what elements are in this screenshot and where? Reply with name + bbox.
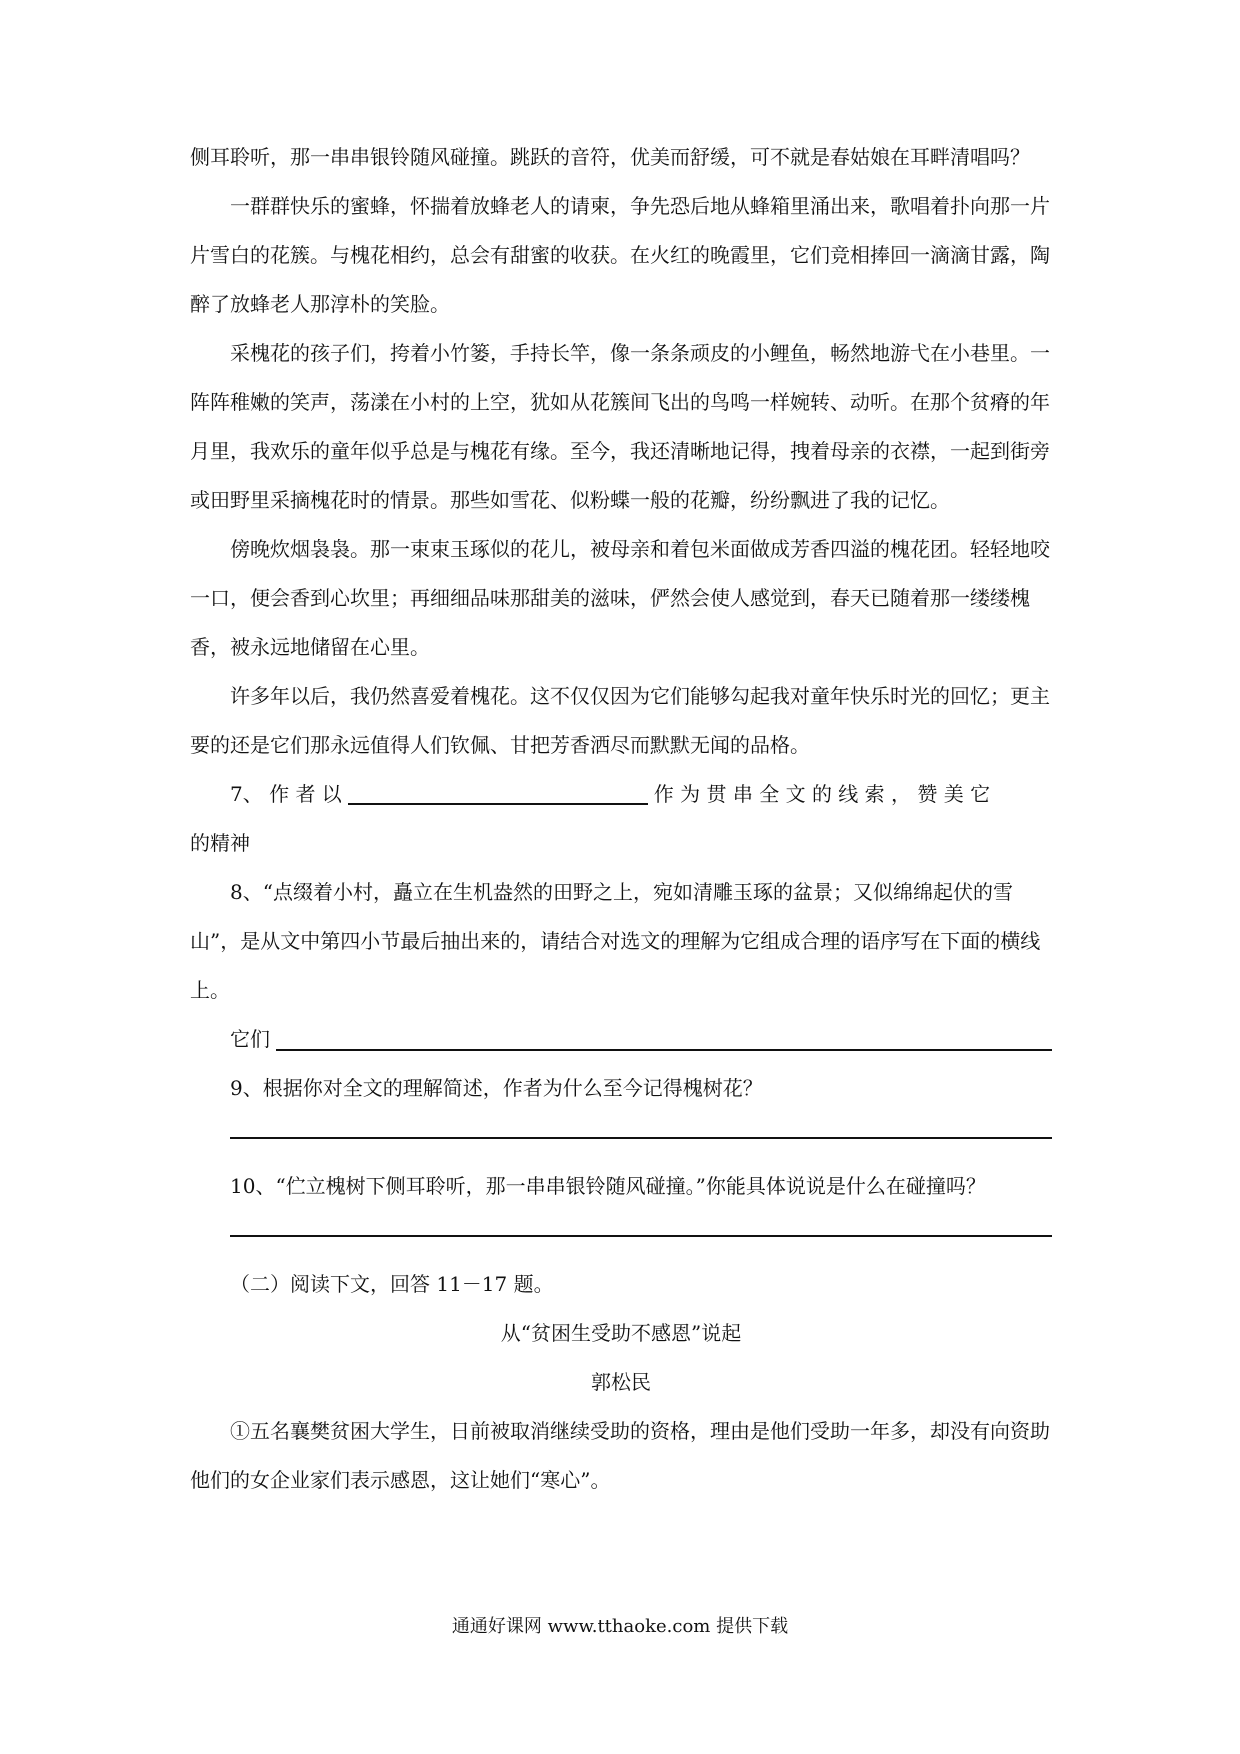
question-9-answer-row — [190, 1113, 1052, 1162]
question-10-answer-line[interactable] — [230, 1235, 1052, 1237]
question-9: 9、根据你对全文的理解简述，作者为什么至今记得槐树花？ — [230, 1076, 763, 1100]
paragraph-1: 侧耳聆听，那一串串银铃随风碰撞。跳跃的音符，优美而舒缓，可不就是春姑娘在耳畔清唱吗？ — [190, 145, 1030, 169]
question-7-suffix: 作 为 贯 串 全 文 的 线 索 ， 赞 美 它 — [653, 782, 991, 806]
question-8-answer-line[interactable] — [276, 1049, 1052, 1051]
article-paragraph-1: ①五名襄樊贫困大学生，日前被取消继续受助的资格，理由是他们受助一年多，却没有向资助他们的女企业家们表示感恩，这让她们“寒心”。 — [190, 1419, 1050, 1492]
question-8-answer-label: 它们 — [230, 1027, 270, 1051]
question-7-blank[interactable] — [348, 781, 648, 805]
paragraph-2: 一群群快乐的蜜蜂，怀揣着放蜂老人的请柬，争先恐后地从蜂箱里涌出来，歌唱着扑向那一片片雪白的花簇。与槐花相约，总会有甜蜜的收获。在火红的晚霞里，它们竞相捧回一滴滴甘露，陶醉了放蜂老人那淳朴的笑脸。 — [190, 194, 1050, 316]
question-10-answer-row — [190, 1211, 1052, 1260]
section-2-heading: （二）阅读下文，回答 11－17 题。 — [230, 1272, 554, 1296]
paragraph-3: 采槐花的孩子们，挎着小竹篓，手持长竿，像一条条顽皮的小鲤鱼，畅然地游弋在小巷里。一阵阵稚嫩的笑声，荡漾在小村的上空，犹如从花簇间飞出的鸟鸣一样婉转、动听。在那个贫瘠的年月里，我欢乐的童年似乎总是与槐花有缘。至今，我还清晰地记得，拽着母亲的衣襟，一起到街旁或田野里采摘槐花时的情景。那些如雪花、似粉蝶一般的花瓣，纷纷飘进了我的记忆。 — [190, 341, 1050, 512]
article-author: 郭松民 — [591, 1370, 651, 1394]
question-9-answer-line[interactable] — [230, 1137, 1052, 1139]
passage-1 — [190, 133, 1052, 1505]
paragraph-4: 傍晚炊烟袅袅。那一束束玉琢似的花儿，被母亲和着包米面做成芳香四溢的槐花团。轻轻地咬一口，便会香到心坎里；再细细品味那甜美的滋味，俨然会使人感觉到，春天已随着那一缕缕槐香，被永远地储留在心里。 — [190, 537, 1050, 659]
question-7 — [190, 770, 1052, 819]
question-8: 8、“点缀着小村，矗立在生机盎然的田野之上，宛如清雕玉琢的盆景；又似绵绵起伏的雪山”，是从文中第四小节最后抽出来的，请结合对选文的理解为它组成合理的语序写在下面的横线上。 — [190, 880, 1041, 1002]
question-7-prefix: 7、 作 者 以 — [230, 782, 342, 806]
article-title: 从“贫困生受助不感恩”说起 — [500, 1321, 742, 1345]
page-footer: 通通好课网 www.tthaoke.com 提供下载 — [451, 1616, 789, 1637]
question-10: 10、“伫立槐树下侧耳聆听，那一串串银铃随风碰撞。”你能具体说说是什么在碰撞吗？ — [230, 1174, 986, 1198]
paragraph-5: 许多年以后，我仍然喜爱着槐花。这不仅仅因为它们能够勾起我对童年快乐时光的回忆；更主要的还是它们那永远值得人们钦佩、甘把芳香洒尽而默默无闻的品格。 — [190, 684, 1050, 757]
question-8-answer-row — [190, 1015, 1052, 1064]
question-7-continuation: 的精神 — [190, 831, 250, 855]
